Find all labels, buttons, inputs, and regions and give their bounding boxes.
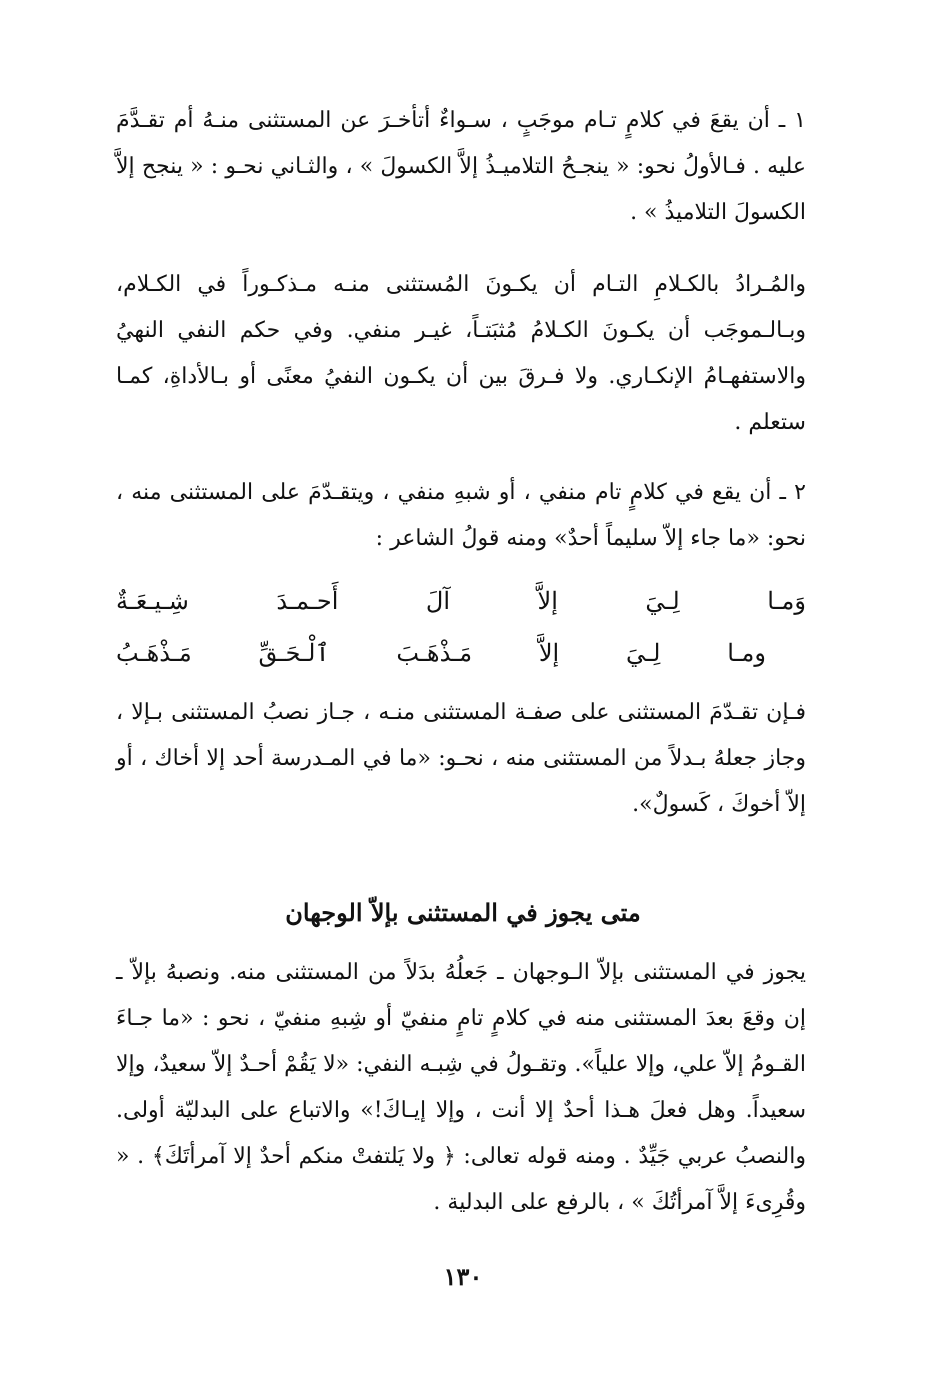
section-heading: متى يجوز في المستثنى بإلاّ الوجهان	[285, 898, 641, 927]
paragraph-two-options: يجوز في المستثنى بإلاّ الـوجهان ـ جَعلُهُ بدَلاً من المستثنى منه. ونصبهُ بإلاّ ـ إن وقعَ بعدَ المستثنى منه في كلامٍ تامٍ منفيّ أو شِبهِ منفيّ ، نحو : «ما جـاءَ القـومُ إلاّ علي، وإلا علياً». وتقـولُ في شِبـه النفي: «لا يَقُمْ أحـدٌ إلاّ سعيدٌ، وإلا سعيداً. وهل فعلَ هـذا أحدٌ إلا أنت ، وإلا إيـاكَ!» والاتباع على البدليّة أولى. والنصبُ عربي جَيِّدٌ . ومنه قوله تعالى: ﴿ ولا يَلتفتْ منكم أحدٌ إلا آمرأتَكَ﴾ . « وقُرِىءَ إلاَّ آمرأتُكَ » ، بالرفع على البدلية .	[116, 960, 806, 1215]
page-number: ١٣٠	[443, 1262, 483, 1291]
paragraph-adjective-case: فـإن تقـدّمَ المستثنى على صفـة المستثنى منـه ، جـاز نصبُ المستثنى بـإلا ، وجاز جعلهُ بـدلاً من المستثنى منه ، نحـو: «ما في المـدرسة أحد إلا أخاك ، أو إلاّ أخوكَ ، كَسولٌ».	[116, 700, 806, 817]
verse-line-first-hemistich: وَمـا لِـيَ إلاَّ آلَ أَحـمـدَ شِـيـعَـةٌ	[116, 587, 806, 615]
paragraph-condition-1: ١ ـ أن يقعَ في كلامٍ تـام موجَبٍ ، سـواءٌ أتأخـرَ عن المستثنى منـهُ أم تقـدَّمَ عليه . فـالأولُ نحو: « ينجـحُ التلاميـذُ إلاَّ الكسولَ » ، والثـاني نحـو : « ينجح إلاَّ الكسولَ التلاميذُ » .	[116, 108, 806, 225]
verse-line-second-hemistich: ومـا لِـيَ إلاَّ مَـذْهَـبَ ٱلْـحَـقِّ مَـذْهَـبُ	[116, 639, 766, 667]
paragraph-condition-2: ٢ ـ أن يقع في كلامٍ تام منفي ، أو شبهِ منفي ، ويتقـدّمَ على المستثنى منه ، نحو: «ما جاء إلاّ سليماً أحدٌ» ومنه قولُ الشاعر :	[116, 480, 806, 551]
paragraph-definition: والمُـرادُ بالكـلامِ التـام أن يكـونَ المُستثنى منـه مـذكـوراً في الكـلام، وبـالـموجَب أن يكـونَ الكـلامُ مُثبَتـاً، غيـر منفي. وفي حكم النفي النهيُ والاستفهـامُ الإنكـاري. ولا فـرقَ بين أن يكـون النفيُ معنًى أو بـالأداةِ، كمـا ستعلم .	[116, 272, 806, 435]
